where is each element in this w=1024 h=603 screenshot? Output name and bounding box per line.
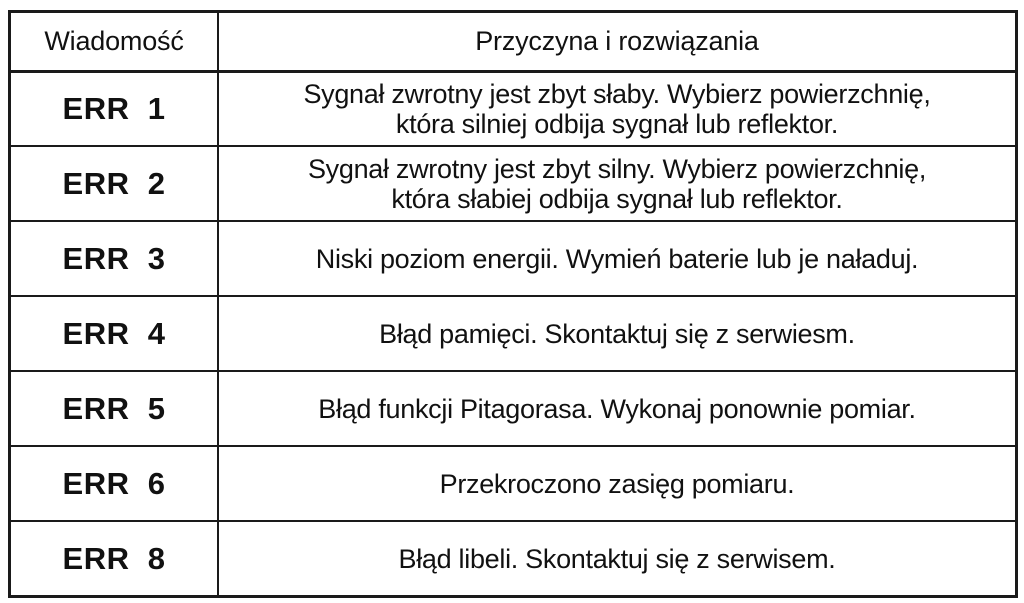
table-row bbox=[11, 296, 1015, 371]
error-table bbox=[11, 13, 1015, 596]
description-line: która słabiej odbija sygnał lub reflektor. bbox=[391, 183, 843, 214]
header-row bbox=[11, 13, 1015, 71]
table-row bbox=[11, 221, 1015, 296]
error-description bbox=[218, 521, 1015, 596]
error-code: ERR 5 bbox=[11, 371, 218, 446]
description-line: Błąd pamięci. Skontaktuj się z serwiesm. bbox=[379, 318, 855, 349]
error-code: ERR 6 bbox=[11, 446, 218, 521]
header-cause: Przyczyna i rozwiązania bbox=[218, 13, 1015, 71]
header-message: Wiadomość bbox=[11, 13, 218, 71]
table-row bbox=[11, 146, 1015, 221]
error-code: ERR 4 bbox=[11, 296, 218, 371]
error-code-table bbox=[8, 10, 1018, 598]
error-description bbox=[218, 446, 1015, 521]
error-description bbox=[218, 71, 1015, 146]
table-row bbox=[11, 371, 1015, 446]
error-code: ERR 3 bbox=[11, 221, 218, 296]
description-line: Błąd funkcji Pitagorasa. Wykonaj ponownie pomiar. bbox=[318, 393, 916, 424]
description-line: Sygnał zwrotny jest zbyt słaby. Wybierz powierzchnię, bbox=[303, 78, 931, 109]
table-row bbox=[11, 71, 1015, 146]
error-description bbox=[218, 221, 1015, 296]
error-code: ERR 1 bbox=[11, 71, 218, 146]
error-description bbox=[218, 146, 1015, 221]
error-description bbox=[218, 371, 1015, 446]
table-row bbox=[11, 521, 1015, 596]
error-code: ERR 2 bbox=[11, 146, 218, 221]
error-description bbox=[218, 296, 1015, 371]
description-line: Sygnał zwrotny jest zbyt silny. Wybierz powierzchnię, bbox=[307, 153, 927, 184]
description-line: Błąd libeli. Skontaktuj się z serwisem. bbox=[398, 544, 836, 574]
table-row bbox=[11, 446, 1015, 521]
description-line: która silniej odbija sygnał lub reflektor. bbox=[395, 108, 839, 139]
description-line: Przekroczono zasięg pomiaru. bbox=[439, 468, 795, 499]
error-code: ERR 8 bbox=[11, 521, 218, 596]
description-line: Niski poziom energii. Wymień baterie lub je naładuj. bbox=[315, 243, 919, 274]
